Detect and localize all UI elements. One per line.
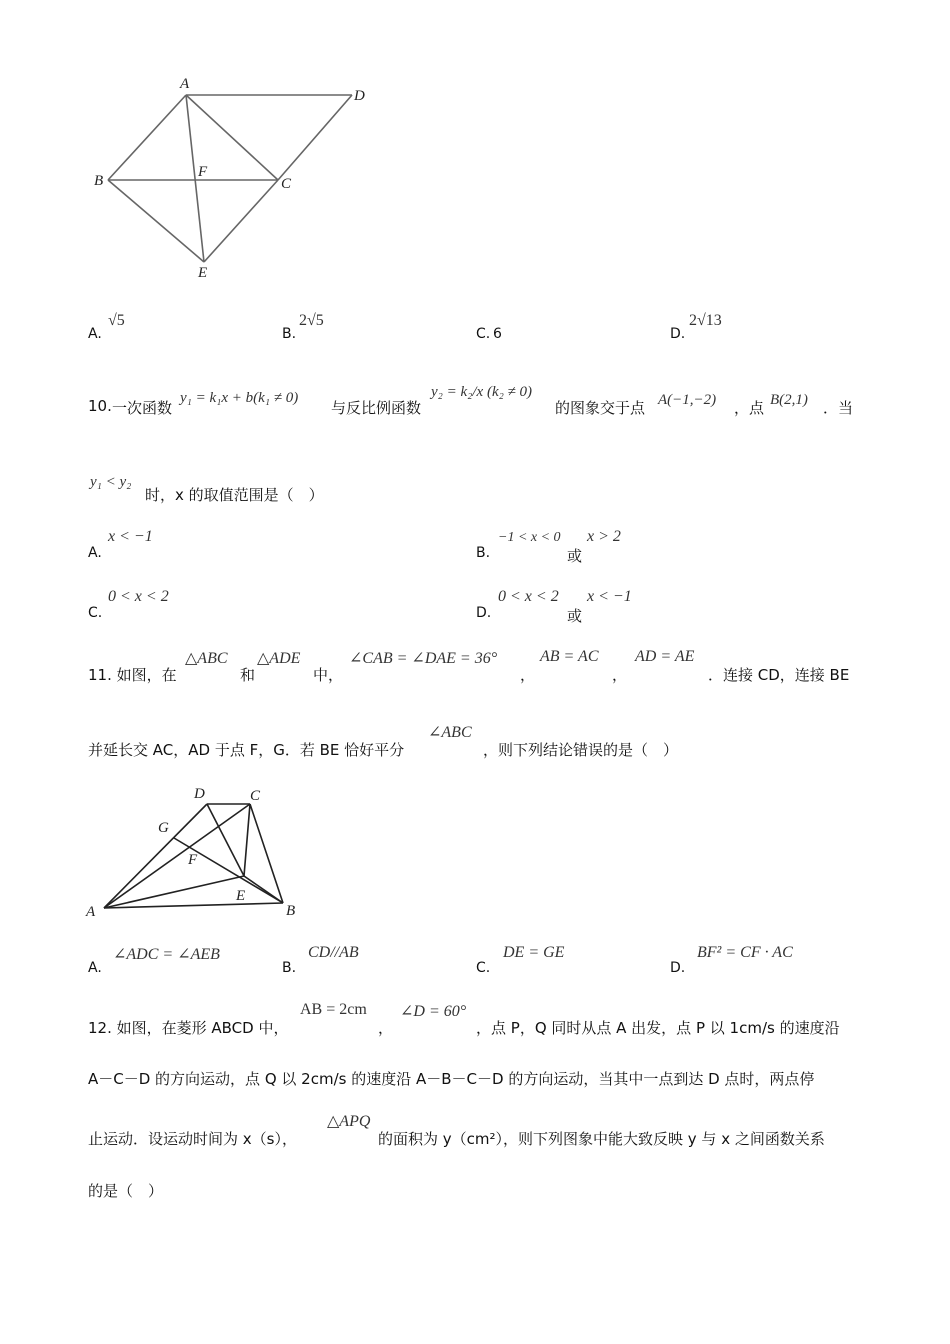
q10-option-d-label: D. bbox=[476, 605, 492, 621]
q10-option-d-or: 或 bbox=[567, 607, 583, 625]
q9-option-c-value: 6 bbox=[493, 326, 502, 342]
q11-option-b-value: CD//AB bbox=[308, 944, 359, 961]
q10-option-d-value-2: x < −1 bbox=[587, 588, 632, 605]
q12-text-2: ，点 P，Q 同时从点 A 出发，点 P 以 1cm/s 的速度沿 bbox=[476, 1019, 840, 1037]
seg-bg bbox=[174, 838, 283, 903]
q9-option-b-value: 2√5 bbox=[299, 312, 324, 329]
q9-option-c-label: C. bbox=[476, 326, 491, 342]
q10-point-a: A(−1,−2) bbox=[658, 392, 717, 408]
q9-option-b-label: B. bbox=[282, 326, 297, 342]
seg-ac bbox=[104, 804, 250, 908]
q11-option-b-label: B. bbox=[282, 960, 297, 976]
q12-text-6: 的是（ ） bbox=[88, 1182, 164, 1200]
q10-formula-linear: y₁ = k₁x + b(k₁ ≠ 0) bbox=[180, 390, 299, 406]
q10-text-5: ．当 bbox=[823, 399, 854, 417]
q11-text-1: 11. 如图，在 bbox=[88, 666, 177, 684]
seg-ab bbox=[104, 903, 283, 908]
q10-option-b-label: B. bbox=[476, 545, 491, 561]
q10-formula-inverse: y₂ = k₂/x (k₂ ≠ 0) bbox=[431, 384, 533, 400]
q11-option-d-label: D. bbox=[670, 960, 686, 976]
q12-equation-1: AB = 2cm bbox=[300, 1001, 367, 1018]
q11-option-a-label: A. bbox=[88, 960, 102, 976]
point-label-e: E bbox=[198, 265, 208, 281]
q12-comma: ， bbox=[378, 1019, 394, 1037]
q11-comma-1: ， bbox=[520, 666, 536, 684]
point-label-e: E bbox=[236, 888, 246, 904]
point-label-d: D bbox=[194, 786, 205, 802]
figure-1 bbox=[80, 70, 380, 285]
point-label-g: G bbox=[158, 820, 169, 836]
q11-equation-3: AD = AE bbox=[635, 648, 695, 665]
seg-dc-to-e bbox=[244, 804, 250, 876]
q11-equation-2: AB = AC bbox=[540, 648, 599, 665]
q9-option-a-value: √5 bbox=[108, 312, 125, 329]
q10-option-c-value: 0 < x < 2 bbox=[108, 588, 169, 605]
q10-point-b: B(2,1) bbox=[770, 392, 808, 408]
q12-text-1: 12. 如图，在菱形 ABCD 中， bbox=[88, 1019, 289, 1037]
q11-option-d-value: BF² = CF · AC bbox=[697, 944, 793, 961]
q12-triangle-apq: △APQ bbox=[327, 1113, 371, 1130]
q10-option-c-label: C. bbox=[88, 605, 103, 621]
q11-option-c-label: C. bbox=[476, 960, 491, 976]
point-label-c: C bbox=[281, 176, 292, 192]
q11-angle-abc: ∠ABC bbox=[428, 724, 472, 741]
q11-equation-1: ∠CAB = ∠DAE = 36° bbox=[349, 650, 498, 667]
q9-option-d-label: D. bbox=[670, 326, 686, 342]
q10-number: 10. bbox=[88, 397, 112, 415]
q9-option-d-value: 2√13 bbox=[689, 312, 722, 329]
q10-option-a-value: x < −1 bbox=[108, 528, 153, 545]
q11-comma-2: ， bbox=[612, 666, 628, 684]
seg-de bbox=[207, 804, 244, 876]
q10-text-4: ，点 bbox=[734, 399, 765, 417]
q10-option-b-value-2: x > 2 bbox=[587, 528, 621, 545]
q11-and: 和 bbox=[240, 666, 256, 684]
q11-option-c-value: DE = GE bbox=[503, 944, 565, 961]
q11-triangle-ade: △ADE bbox=[257, 650, 301, 667]
q10-option-d-value: 0 < x < 2 bbox=[498, 588, 559, 605]
seg-ab bbox=[108, 95, 186, 180]
q10-text-3: 的图象交于点 bbox=[555, 399, 646, 417]
point-label-a: A bbox=[180, 76, 190, 92]
q10-text-1: 一次函数 bbox=[112, 399, 173, 417]
q11-mid: 中， bbox=[313, 666, 344, 684]
q12-equation-2: ∠D = 60° bbox=[400, 1003, 467, 1020]
q10-option-b-or: 或 bbox=[567, 547, 583, 565]
q11-text-2: ．连接 CD，连接 BE bbox=[708, 666, 850, 684]
q11-option-a-value: ∠ADC = ∠AEB bbox=[113, 946, 220, 963]
point-label-b: B bbox=[94, 173, 104, 189]
q12-text-3: A－C－D 的方向运动，点 Q 以 2cm/s 的速度沿 A－B－C－D 的方向运动，当其中一点到达 D 点时，两点停 bbox=[88, 1070, 815, 1088]
seg-dc bbox=[278, 95, 352, 180]
q10-text-6: 时，x 的取值范围是（ ） bbox=[145, 486, 324, 504]
q10-option-a-label: A. bbox=[88, 545, 102, 561]
q9-option-a-label: A. bbox=[88, 326, 102, 342]
point-label-a: A bbox=[86, 904, 96, 920]
q10-option-b-value: −1 < x < 0 bbox=[498, 530, 561, 545]
seg-ce bbox=[204, 180, 278, 262]
q12-text-5: 的面积为 y（cm²），则下列图象中能大致反映 y 与 x 之间函数关系 bbox=[378, 1130, 825, 1148]
figure-2 bbox=[80, 780, 320, 930]
q12-text-4: 止运动．设运动时间为 x（s）， bbox=[88, 1130, 297, 1148]
q11-text-4: ，则下列结论错误的是（ ） bbox=[483, 741, 679, 759]
point-label-f: F bbox=[188, 852, 198, 868]
point-label-d: D bbox=[354, 88, 365, 104]
seg-cb bbox=[250, 804, 283, 903]
point-label-f: F bbox=[198, 164, 208, 180]
q10-condition: y₁ < y₂ bbox=[90, 474, 132, 490]
q11-text-3: 并延长交 AC，AD 于点 F，G．若 BE 恰好平分 bbox=[88, 741, 405, 759]
point-label-c: C bbox=[250, 788, 261, 804]
q11-triangle-abc: △ABC bbox=[185, 650, 228, 667]
q10-text-2: 与反比例函数 bbox=[331, 399, 422, 417]
seg-be bbox=[108, 180, 204, 262]
seg-ae bbox=[104, 876, 244, 908]
point-label-b: B bbox=[286, 903, 296, 919]
